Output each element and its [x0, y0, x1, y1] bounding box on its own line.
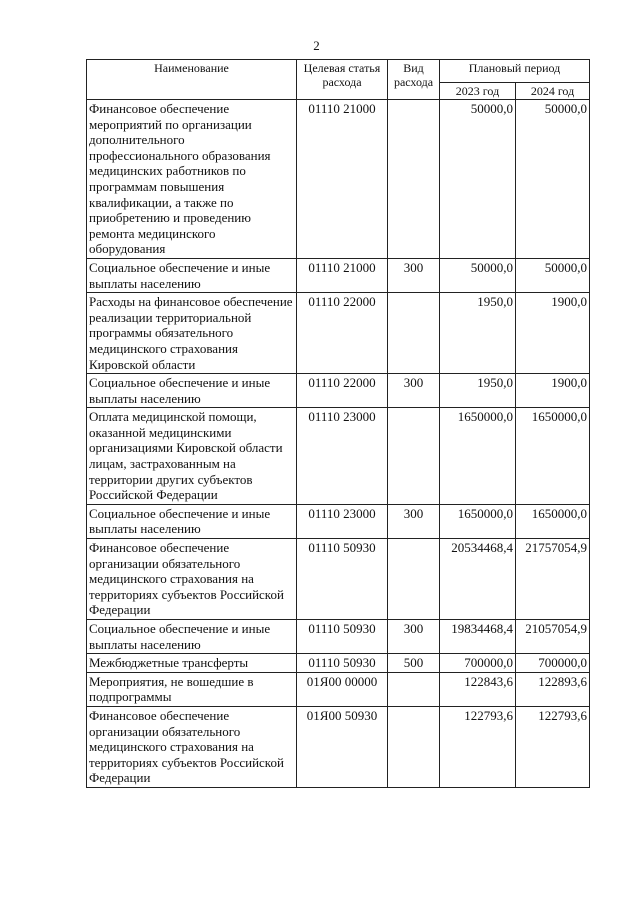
row-code: 01Я00 50930: [297, 706, 388, 787]
row-2024: 50000,0: [516, 100, 590, 259]
row-type: 500: [388, 654, 440, 673]
row-2023: 1650000,0: [440, 504, 516, 538]
row-name: Оплата медицинской помощи, оказанной медицинскими организациями Кировской области лицам, застрахованным на территории других субъектов Российской Федерации: [87, 408, 297, 505]
header-year-2023: 2023 год: [440, 83, 516, 100]
row-2024: 21057054,9: [516, 620, 590, 654]
row-2023: 50000,0: [440, 258, 516, 292]
header-year-2024: 2024 год: [516, 83, 590, 100]
table-row: [87, 620, 590, 654]
row-type: 300: [388, 258, 440, 292]
row-code: 01110 50930: [297, 654, 388, 673]
table-row: [87, 504, 590, 538]
row-2023: 122793,6: [440, 706, 516, 787]
page-number: 2: [313, 38, 320, 53]
row-type: 300: [388, 504, 440, 538]
row-name: Социальное обеспечение и иные выплаты населению: [87, 374, 297, 408]
table-row: [87, 654, 590, 673]
row-2024: 1650000,0: [516, 408, 590, 505]
header-target: Целевая статья расхода: [297, 60, 388, 100]
row-2023: 122843,6: [440, 672, 516, 706]
header-name: Наименование: [87, 60, 297, 100]
table-row: [87, 706, 590, 787]
row-type: [388, 539, 440, 620]
row-name: Финансовое обеспечение организации обязательного медицинского страхования на территориях субъектов Российской Федерации: [87, 706, 297, 787]
row-type: 300: [388, 374, 440, 408]
row-name: Финансовое обеспечение мероприятий по организации дополнительного профессионального образования медицинских работников по программам повышения квалификации, а также по приобретению и проведению ремонта медицинского оборудования: [87, 100, 297, 259]
table-row: [87, 258, 590, 292]
row-2024: 1650000,0: [516, 504, 590, 538]
row-type: [388, 672, 440, 706]
row-2023: 19834468,4: [440, 620, 516, 654]
row-2024: 1900,0: [516, 293, 590, 374]
row-2023: 1950,0: [440, 374, 516, 408]
row-code: 01110 22000: [297, 374, 388, 408]
row-type: [388, 293, 440, 374]
row-name: Расходы на финансовое обеспечение реализации территориальной программы обязательного медицинского страхования Кировской области: [87, 293, 297, 374]
row-name: Межбюджетные трансферты: [87, 654, 297, 673]
table-row: [87, 539, 590, 620]
row-code: 01110 23000: [297, 408, 388, 505]
row-code: 01110 21000: [297, 100, 388, 259]
header-row: [87, 60, 590, 83]
row-code: 01110 50930: [297, 620, 388, 654]
row-name: Социальное обеспечение и иные выплаты населению: [87, 504, 297, 538]
budget-table: [86, 59, 590, 788]
table-row: [87, 374, 590, 408]
row-2024: 122793,6: [516, 706, 590, 787]
table-row: [87, 408, 590, 505]
row-code: 01110 50930: [297, 539, 388, 620]
row-code: 01110 22000: [297, 293, 388, 374]
row-2024: 1900,0: [516, 374, 590, 408]
row-2023: 1950,0: [440, 293, 516, 374]
row-name: Социальное обеспечение и иные выплаты населению: [87, 258, 297, 292]
row-2023: 1650000,0: [440, 408, 516, 505]
row-code: 01110 21000: [297, 258, 388, 292]
row-type: [388, 100, 440, 259]
table-row: [87, 293, 590, 374]
header-type: Вид расхода: [388, 60, 440, 100]
row-code: 01Я00 00000: [297, 672, 388, 706]
row-type: 300: [388, 620, 440, 654]
row-2024: 50000,0: [516, 258, 590, 292]
row-name: Социальное обеспечение и иные выплаты населению: [87, 620, 297, 654]
row-name: Финансовое обеспечение организации обязательного медицинского страхования на территориях субъектов Российской Федерации: [87, 539, 297, 620]
row-2023: 20534468,4: [440, 539, 516, 620]
table-row: [87, 672, 590, 706]
table-row: [87, 100, 590, 259]
row-2024: 21757054,9: [516, 539, 590, 620]
row-type: [388, 408, 440, 505]
row-2024: 700000,0: [516, 654, 590, 673]
row-2024: 122893,6: [516, 672, 590, 706]
row-2023: 50000,0: [440, 100, 516, 259]
row-type: [388, 706, 440, 787]
row-name: Мероприятия, не вошедшие в подпрограммы: [87, 672, 297, 706]
row-2023: 700000,0: [440, 654, 516, 673]
row-code: 01110 23000: [297, 504, 388, 538]
header-period: Плановый период: [440, 60, 590, 83]
